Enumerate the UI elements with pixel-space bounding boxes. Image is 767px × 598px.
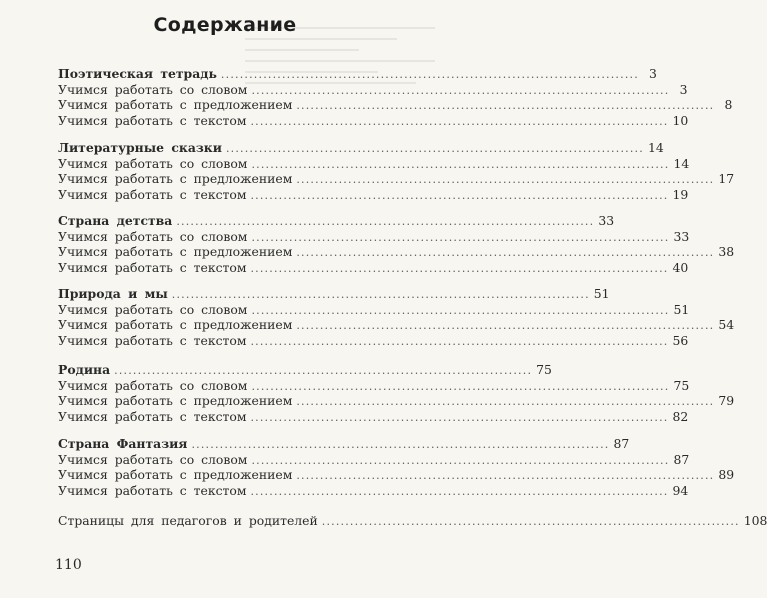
page-ref: 38 xyxy=(718,244,735,260)
page-ref: 3 xyxy=(649,66,657,81)
dot-leader: ......................................................................................... xyxy=(251,303,670,317)
page-ref: 54 xyxy=(718,317,735,333)
dot-leader: ......................................................................................... xyxy=(250,335,669,349)
entry-label: Страницы для педагогов и родителей xyxy=(58,513,318,528)
toc-entry xyxy=(58,317,735,333)
toc-entry xyxy=(58,513,767,529)
entry-label: Учимся работать с текстом xyxy=(58,113,247,129)
page-ref: 51 xyxy=(593,286,610,301)
entry-label: Учимся работать с предложением xyxy=(58,393,293,409)
section-heading-row xyxy=(58,140,664,156)
dot-leader: ......................................................................................... xyxy=(114,364,533,377)
toc-entry xyxy=(58,377,690,394)
footer-entry xyxy=(58,513,767,529)
page-ref: 87 xyxy=(613,436,630,451)
toc-section xyxy=(58,362,735,425)
dot-leader: ......................................................................................... xyxy=(296,469,715,483)
page-ref: 14 xyxy=(647,140,664,155)
entry-label: Учимся работать с текстом xyxy=(58,483,247,499)
toc-section xyxy=(58,140,735,203)
page-ref: 10 xyxy=(672,113,689,129)
page-ref: 51 xyxy=(673,301,690,317)
section-heading-row xyxy=(58,213,615,229)
page-ref: 108 xyxy=(743,513,767,528)
page-ref: 33 xyxy=(673,228,690,244)
entry-label: Учимся работать с текстом xyxy=(58,260,247,276)
page-ref: 40 xyxy=(672,260,689,276)
dot-leader: ......................................................................................... xyxy=(220,68,639,81)
dot-leader: ......................................................................................... xyxy=(251,230,670,244)
toc-entry xyxy=(58,81,688,98)
section-heading: Родина xyxy=(58,362,111,377)
toc-section xyxy=(58,436,735,499)
page-ref: 19 xyxy=(672,187,689,203)
section-heading-row xyxy=(58,66,657,82)
entry-label: Учимся работать со словом xyxy=(58,301,248,317)
toc-entry xyxy=(58,451,690,468)
dot-leader: ......................................................................................... xyxy=(296,173,715,187)
dot-leader: ......................................................................................... xyxy=(296,99,715,113)
dot-leader: ......................................................................................... xyxy=(250,262,669,276)
dot-leader: ......................................................................................... xyxy=(251,379,670,393)
dot-leader: ......................................................................................... xyxy=(250,485,669,499)
section-heading: Поэтическая тетрадь xyxy=(58,66,217,81)
toc-section xyxy=(58,66,733,129)
page-ref: 8 xyxy=(724,97,733,113)
page-ref: 89 xyxy=(718,467,735,483)
entry-label: Учимся работать с предложением xyxy=(58,97,293,113)
page-ref: 82 xyxy=(672,409,689,425)
toc-entry xyxy=(58,483,689,499)
toc-entry xyxy=(58,467,735,483)
toc-section xyxy=(58,213,735,276)
page-ref: 17 xyxy=(718,171,735,187)
dot-leader: ......................................................................................... xyxy=(251,83,670,97)
dot-leader: ......................................................................................... xyxy=(250,411,669,425)
section-heading-row xyxy=(58,436,630,452)
page-ref: 75 xyxy=(536,362,552,377)
page-ref: 75 xyxy=(673,377,690,393)
dot-leader: ......................................................................................... xyxy=(191,438,610,451)
page-ref: 56 xyxy=(672,333,689,349)
dot-leader: ......................................................................................... xyxy=(296,395,715,409)
toc-entry xyxy=(58,393,735,409)
toc-entry xyxy=(58,113,689,129)
page-ref: 33 xyxy=(598,213,615,228)
entry-label: Учимся работать со словом xyxy=(58,155,248,171)
toc-entry xyxy=(58,155,690,172)
toc-entry xyxy=(58,260,689,276)
toc-entry xyxy=(58,97,733,113)
toc-entry xyxy=(58,228,690,245)
section-heading-row xyxy=(58,362,552,378)
entry-label: Учимся работать со словом xyxy=(58,81,248,97)
dot-leader: ......................................................................................... xyxy=(251,157,670,171)
toc-entry xyxy=(58,244,735,260)
section-heading-row xyxy=(58,286,610,302)
toc-section xyxy=(58,286,735,349)
dot-leader: ......................................................................................... xyxy=(225,142,644,155)
dot-leader: ......................................................................................... xyxy=(251,453,670,467)
entry-label: Учимся работать с предложением xyxy=(58,244,293,260)
page-ref: 14 xyxy=(673,155,690,171)
entry-label: Учимся работать с текстом xyxy=(58,409,247,425)
page-ref: 94 xyxy=(672,483,689,499)
page-number: 110 xyxy=(55,557,82,573)
section-heading: Литературные сказки xyxy=(58,140,222,155)
toc-entry xyxy=(58,333,689,349)
entry-label: Учимся работать с текстом xyxy=(58,333,247,349)
section-heading: Страна Фантазия xyxy=(58,436,188,451)
dot-leader: ......................................................................................... xyxy=(296,246,715,260)
page-ref: 79 xyxy=(718,393,735,409)
toc-entry xyxy=(58,409,689,425)
section-heading: Природа и мы xyxy=(58,286,168,301)
section-heading: Страна детства xyxy=(58,213,173,228)
page-title: Содержание xyxy=(153,14,297,36)
dot-leader: ......................................................................................... xyxy=(176,215,595,228)
entry-label: Учимся работать с предложением xyxy=(58,171,293,187)
page-ref: 87 xyxy=(673,451,690,467)
dot-leader: ......................................................................................... xyxy=(296,319,715,333)
entry-label: Учимся работать со словом xyxy=(58,377,248,393)
entry-label: Учимся работать с предложением xyxy=(58,317,293,333)
toc-entry xyxy=(58,301,690,318)
entry-label: Учимся работать со словом xyxy=(58,451,248,467)
entry-label: Учимся работать с предложением xyxy=(58,467,293,483)
page-ref: 3 xyxy=(679,81,688,97)
dot-leader: ......................................................................................... xyxy=(250,189,669,203)
entry-label: Учимся работать с текстом xyxy=(58,187,247,203)
entry-label: Учимся работать со словом xyxy=(58,228,248,244)
dot-leader: ......................................................................................... xyxy=(250,115,669,129)
dot-leader: ......................................................................................... xyxy=(321,515,740,528)
toc-entry xyxy=(58,171,735,187)
toc-entry xyxy=(58,187,689,203)
dot-leader: ......................................................................................... xyxy=(171,288,590,301)
